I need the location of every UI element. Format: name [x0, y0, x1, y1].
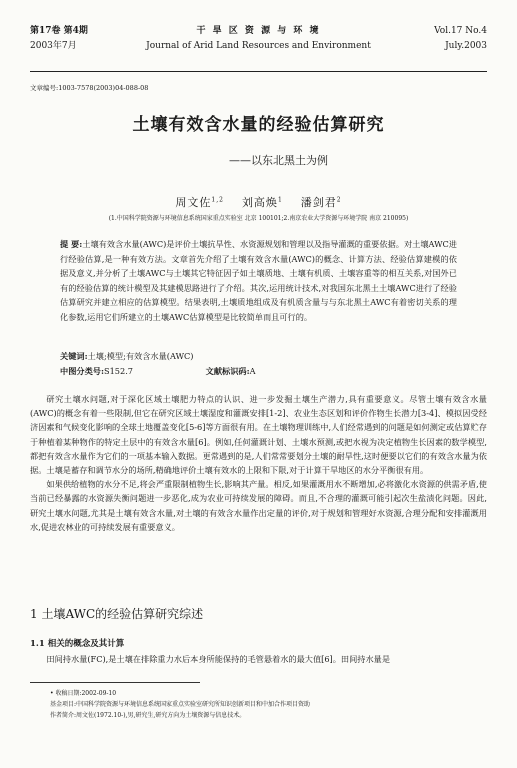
abstract [60, 237, 457, 324]
footnote-rule [30, 682, 200, 683]
journal-en: Journal of Arid Land Resources and Environment [146, 41, 371, 51]
keywords-label: 关键词: [60, 351, 88, 361]
abstract-label: 提 要: [60, 239, 83, 249]
doc-code: A [249, 366, 256, 376]
section-heading: 1 土壤AWC的经验估算研究综述 [30, 607, 204, 621]
journal-cn: 干 旱 区 资 源 与 环 境 [196, 26, 321, 36]
abstract-text: 土壤有效含水量(AWC)是评价土壤抗旱性、水资源规划和管理以及指导灌溉的重要依据。对土壤AWC进行经验估算,是一种有效方法。文章首先介绍了土壤有效含水量(AWC)的概念、计算方法、经验估算建模的依据及意义,并分析了土壤AWC与土壤其它特征因子如土壤质地、土壤有机质、土壤容重等的相互关系,对国外已有的经验估算的统计模型及其建模思路进行了介绍。其次,运用统计技术,对我国东北黑土土壤AWC进行了经验估算研究并建立相应的估算模型。结果表明,土壤质地组成及有机质含量与与东北黑土AWC有着密切关系的理化参数,运用它们所建立的土壤AWC估算模型是比较简单而且可行的。 [60, 239, 457, 322]
body-paragraph: 研究土壤水问题,对于深化区域土壤肥力特点的认识、进一步发掘土壤生产潜力,具有重要意义。尽管土壤有效含水量(AWC)的概念有着一些限制,但它在研究区域土壤湿度和灌溉安排[1-2]、农业生态区划和评价作物生长潜力[3-4]、模拟因受经济因素和气候变化影响的全球土地覆盖变化[5-6]等方面很有用。在土壤物理训练中,人们经常遇到的问题是如何测定或估算贮存于种植着某种物作的特定土层中的有效含水量[6]。例如,任何灌溉计划、土壤水预测,或把水视为决定植物生长因素的数学模型,都把有效含水量作为它们的一项基本输入数据。更常遇到的是,人们常常要划分土壤的耐旱性,这时便要以它们的有效含水量为依据。土壤是蓄存和调节水分的场所,精确地评价土壤有效水的上限和下限,对于计算干旱地区的水分平衡很有用。 [30, 394, 487, 476]
body-text [30, 392, 487, 534]
author-sup: 1 [277, 196, 283, 204]
footnote: 基金项目:中国科学院资源与环境信息系统国家重点实验室研究所知识创新项目和中加合作项目资助 [50, 701, 311, 708]
author-sup: 2 [336, 196, 342, 204]
volume-cn: 第17卷 第4期 [30, 26, 88, 36]
date-en: July.2003 [445, 41, 487, 51]
footnote: 作者简介:周文佐(1972.10-),男,研究生,研究方向为土壤资源与信息技术。 [50, 712, 246, 719]
keywords-text: 土壤;模型;有效含水量(AWC) [87, 351, 194, 361]
running-header [30, 24, 487, 72]
date-cn: 2003年7月 [30, 41, 77, 51]
keywords [60, 351, 457, 362]
footnotes [50, 688, 487, 721]
body-paragraph: 田间持水量(FC),是土壤在排除重力水后本身所能保持的毛管悬着水的最大值[6]。田间持水量是 [46, 654, 391, 664]
footnote: • 收稿日期:2002-09-10 [50, 690, 117, 697]
author-name: 刘高焕 [241, 196, 278, 209]
paper-subtitle: ——以东北黑土为例 [229, 154, 328, 167]
author-name: 潘剑君 [300, 196, 337, 209]
volume-en: Vol.17 No.4 [434, 26, 487, 36]
header-right [434, 24, 487, 54]
affiliation: (1.中国科学院资源与环境信息系统国家重点实验室 北京 100101;2.南京农业大学资源与环境学院 南京 210095) [108, 215, 409, 222]
header-rule [30, 71, 487, 72]
classification [60, 366, 256, 377]
clc-label: 中图分类号: [60, 366, 104, 376]
header-center [30, 24, 487, 54]
paper-title: 土壤有效含水量的经验估算研究 [132, 115, 385, 135]
doc-code-label: 文献标识码: [205, 366, 250, 376]
author-list [0, 194, 517, 210]
doc-number: 文章编号:1003-7578(2003)04-088-08 [30, 84, 149, 92]
body-paragraph: 如果供给植物的水分不足,将会严重限制植物生长,影响其产量。相反,如果灌溉用水不断增加,必将激化水资源的供需矛盾,使当前已经暴露的水资源失衡问题进一步恶化,成为农业可持续发展的障碍。而且,不合理的灌溉可能引起次生盐渍化问题。因此,研究土壤水问题,尤其是土壤有效含水量,对土壤的有效含水量作出定量的评价,对于规划和管理好水资源,合理分配和安排灌溉用水,促进农林业的可持续发展有重要意义。 [30, 479, 487, 532]
subsection-heading: 1.1 相关的概念及其计算 [30, 639, 125, 649]
clc-value: S152.7 [103, 366, 134, 376]
author-name: 周文佐 [175, 196, 212, 209]
author-sup: 1,2 [211, 196, 224, 204]
